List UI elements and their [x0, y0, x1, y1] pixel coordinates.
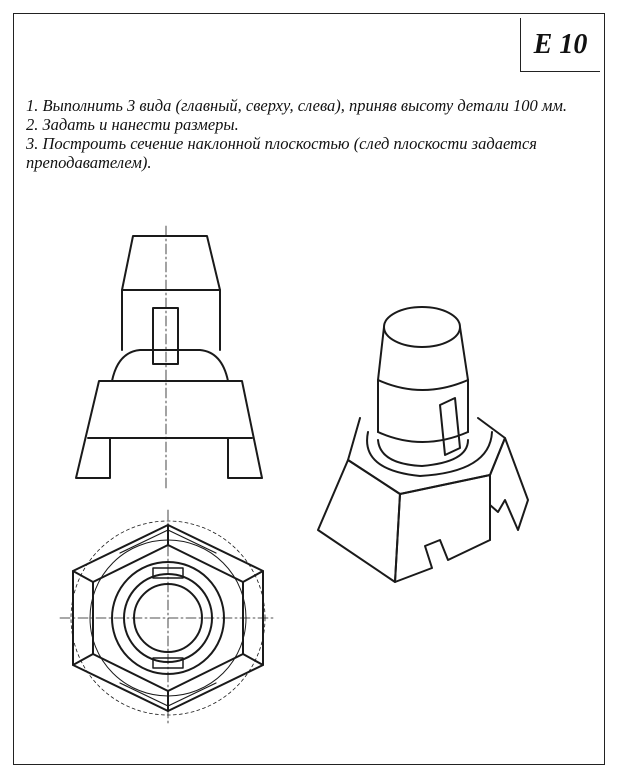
iso-base-front-left [318, 460, 400, 582]
card-number-label: E 10 [533, 28, 588, 60]
instruction-1: 1. Выполнить 3 вида (главный, сверху, слева), приняв высоту детали 100 мм. [26, 96, 568, 115]
front-slot [153, 308, 178, 364]
iso-base-front-right [395, 475, 490, 582]
iso-cylinder [378, 380, 468, 432]
iso-frustum-bottom [378, 380, 468, 390]
front-cylinder [122, 290, 220, 350]
isometric-view [318, 307, 528, 582]
iso-slot [440, 398, 460, 455]
top-center-lines [60, 510, 276, 726]
front-ring [112, 350, 228, 381]
iso-top-ellipse [384, 307, 460, 347]
instruction-3: 3. Построить сечение наклонной плоскостью (след плоскости задается преподавателем). [26, 134, 537, 172]
iso-base-right [490, 438, 528, 530]
front-view [76, 226, 262, 490]
iso-ring-inner [378, 440, 468, 466]
front-base [76, 381, 262, 478]
iso-ring [367, 432, 492, 476]
instruction-2: 2. Задать и нанести размеры. [26, 115, 239, 134]
front-top-frustum [122, 236, 220, 290]
iso-cylinder-bottom [378, 432, 468, 442]
top-view [60, 510, 276, 726]
iso-frustum [378, 327, 468, 380]
